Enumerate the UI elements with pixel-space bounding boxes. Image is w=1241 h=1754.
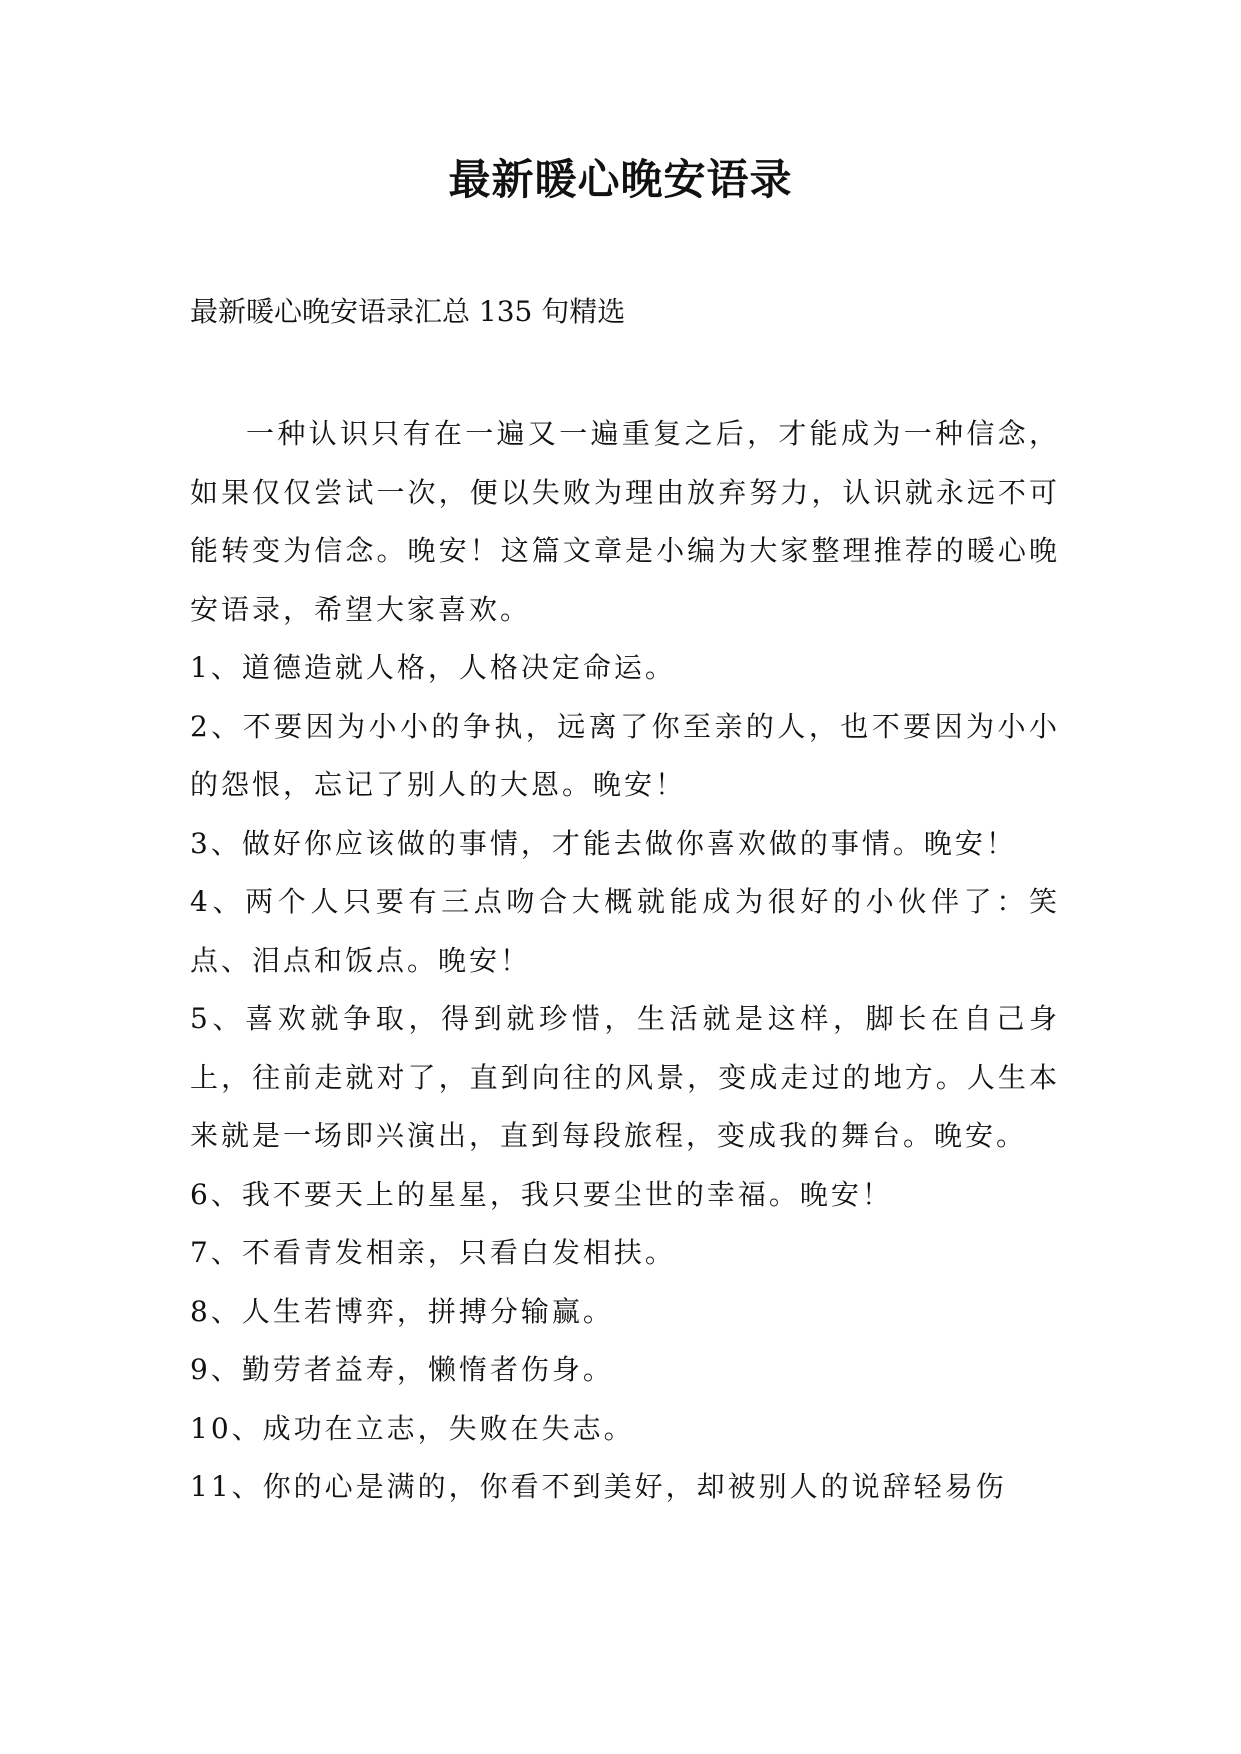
list-item: 11、你的心是满的，你看不到美好，却被别人的说辞轻易伤 — [190, 1470, 1007, 1503]
list-item: 8、人生若博弈，拼搏分输赢。 — [190, 1294, 614, 1328]
list-item: 6、我不要天上的星星，我只要尘世的幸福。晚安！ — [190, 1177, 893, 1211]
page-title: 最新暖心晚安语录 — [448, 155, 793, 204]
document-body — [190, 405, 1060, 1517]
intro-paragraph: 一种认识只有在一遍又一遍重复之后，才能成为一种信念，如果仅仅尝试一次，便以失败为理由放弃努力，认识就永远不可能转变为信念。晚安！这篇文章是小编为大家整理推荐的暖心晚安语录，希望大家喜欢。 — [190, 417, 1060, 626]
list-item: 3、做好你应该做的事情，才能去做你喜欢做的事情。晚安！ — [190, 826, 1017, 860]
list-item: 10、成功在立志，失败在失志。 — [190, 1411, 635, 1445]
list-item: 9、勤劳者益寿，懒惰者伤身。 — [190, 1353, 614, 1386]
list-item: 4、两个人只要有三点吻合大概就能成为很好的小伙伴了：笑点、泪点和饭点。晚安！ — [190, 885, 1060, 977]
list-item: 2、不要因为小小的争执，远离了你至亲的人，也不要因为小小的怨恨，忘记了别人的大恩。晚安！ — [190, 709, 1060, 801]
list-item: 1、道德造就人格，人格决定命运。 — [190, 651, 676, 684]
list-item: 7、不看青发相亲，只看白发相扶。 — [190, 1236, 676, 1269]
list-item: 5、喜欢就争取，得到就珍惜，生活就是这样，脚长在自己身上，往前走就对了，直到向往的风景，变成走过的地方。人生本来就是一场即兴演出，直到每段旅程，变成我的舞台。晚安。 — [190, 1002, 1060, 1152]
document-subtitle: 最新暖心晚安语录汇总 135 句精选 — [190, 295, 626, 328]
